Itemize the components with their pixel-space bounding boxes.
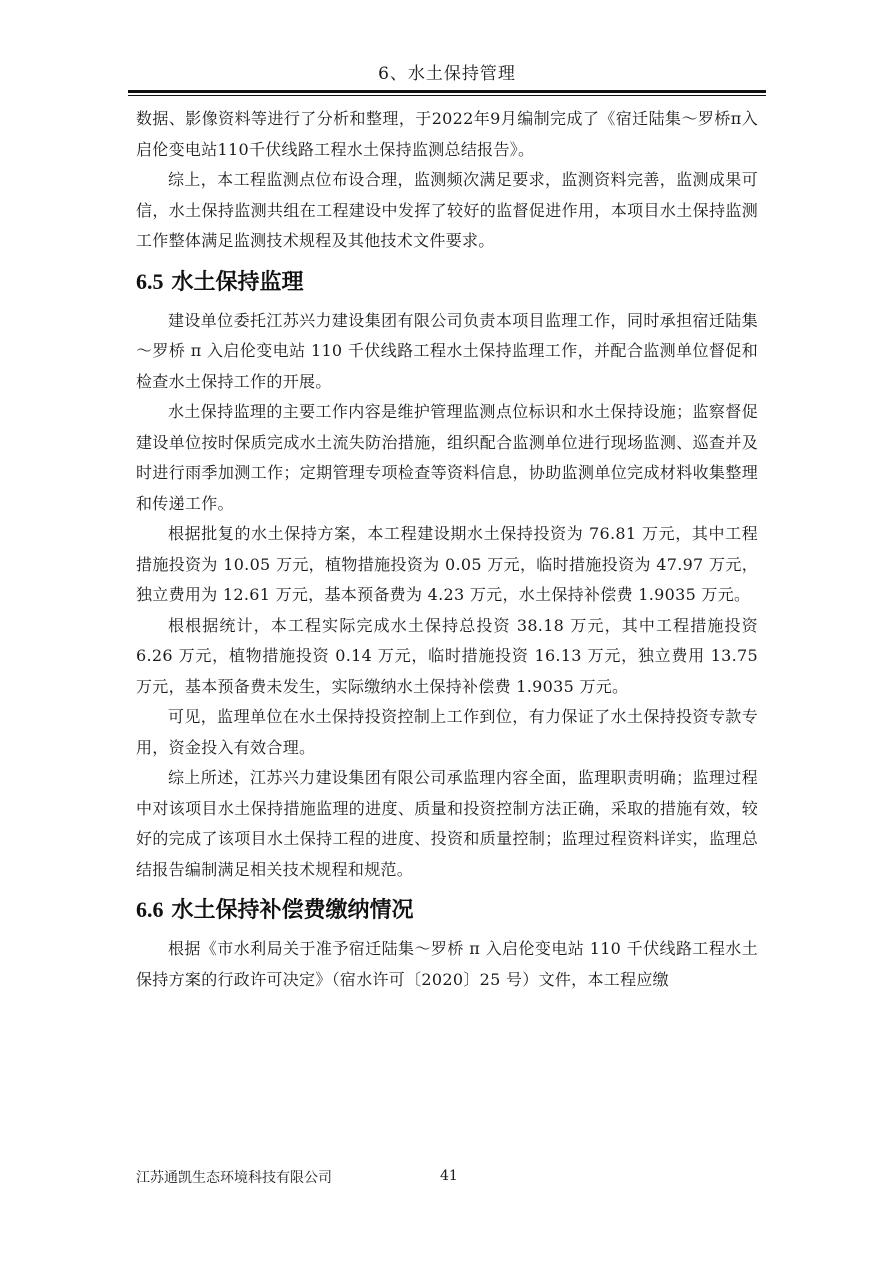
- paragraph-actual-investment: 根根据统计，本工程实际完成水土保持总投资 38.18 万元，其中工程措施投资 6.26 万元，植物措施投资 0.14 万元，临时措施投资 16.13 万元，独立费用 13.75 万元，基本预备费未发生，实际缴纳水土保持补偿费 1.9035 万元。: [136, 615, 758, 696]
- page-content: [136, 104, 758, 995]
- page-header-title: 6、水土保持管理: [378, 64, 516, 84]
- paragraph-investment-control: 可见，监理单位在水土保持投资控制上工作到位，有力保证了水土保持投资专款专用，资金投入有效合理。: [136, 707, 758, 757]
- paragraph-monitoring-summary: 综上，本工程监测点位布设合理，监测频次满足要求，监测资料完善，监测成果可信，水土保持监测共组在工程建设中发挥了较好的监督促进作用，本项目水土保持监测工作整体满足监测技术规程及其他技术文件要求。: [136, 170, 758, 250]
- paragraph-supervision-unit: 建设单位委托江苏兴力建设集团有限公司负责本项目监理工作，同时承担宿迁陆集～罗桥 π 入启伦变电站 110 千伏线路工程水土保持监理工作，并配合监测单位督促和检查水土保持工作的开展。: [136, 310, 758, 391]
- section-number: 6.5: [136, 268, 164, 294]
- page-number: 41: [440, 1168, 458, 1184]
- header-rule-thin: [128, 95, 766, 96]
- header-rule-thick: [128, 90, 766, 93]
- footer-company: 江苏通凯生态环境科技有限公司: [136, 1170, 332, 1186]
- paragraph-supervision-summary: 综上所述，江苏兴力建设集团有限公司承监理内容全面，监理职责明确；监理过程中对该项目水土保持措施监理的进度、质量和投资控制方法正确，采取的措施有效，较好的完成了该项目水土保持工程的进度、投资和质量控制；监理过程资料详实，监理总结报告编制满足相关技术规程和规范。: [136, 768, 758, 879]
- section-title: 水土保持监理: [171, 269, 304, 295]
- paragraph-supervision-content: 水土保持监理的主要工作内容是维护管理监测点位标识和水土保持设施；监察督促建设单位按时保质完成水土流失防治措施，组织配合监测单位进行现场监测、巡查并及时进行雨季加测工作；定期管理专项检查等资料信息，协助监测单位完成材料收集整理和传递工作。: [136, 402, 758, 513]
- paragraph-planned-investment: 根据批复的水土保持方案，本工程建设期水土保持投资为 76.81 万元，其中工程措施投资为 10.05 万元，植物措施投资为 0.05 万元，临时措施投资为 47.97 万元，独立费用为 12.61 万元，基本预备费为 4.23 万元，水土保持补偿费 1.9035 万元。: [136, 524, 758, 604]
- section-heading-6-5: [136, 265, 758, 300]
- paragraph-continued: 数据、影像资料等进行了分析和整理，于2022年9月编制完成了《宿迁陆集～罗桥π入启伦变电站110千伏线路工程水土保持监测总结报告》。: [136, 109, 758, 159]
- section-heading-6-6: [136, 893, 758, 928]
- paragraph-compensation-fee: 根据《市水利局关于准予宿迁陆集～罗桥 π 入启伦变电站 110 千伏线路工程水土保持方案的行政许可决定》（宿水许可〔2020〕25 号）文件，本工程应缴: [136, 939, 758, 989]
- section-title: 水土保持补偿费缴纳情况: [171, 898, 414, 923]
- section-number: 6.6: [136, 897, 164, 922]
